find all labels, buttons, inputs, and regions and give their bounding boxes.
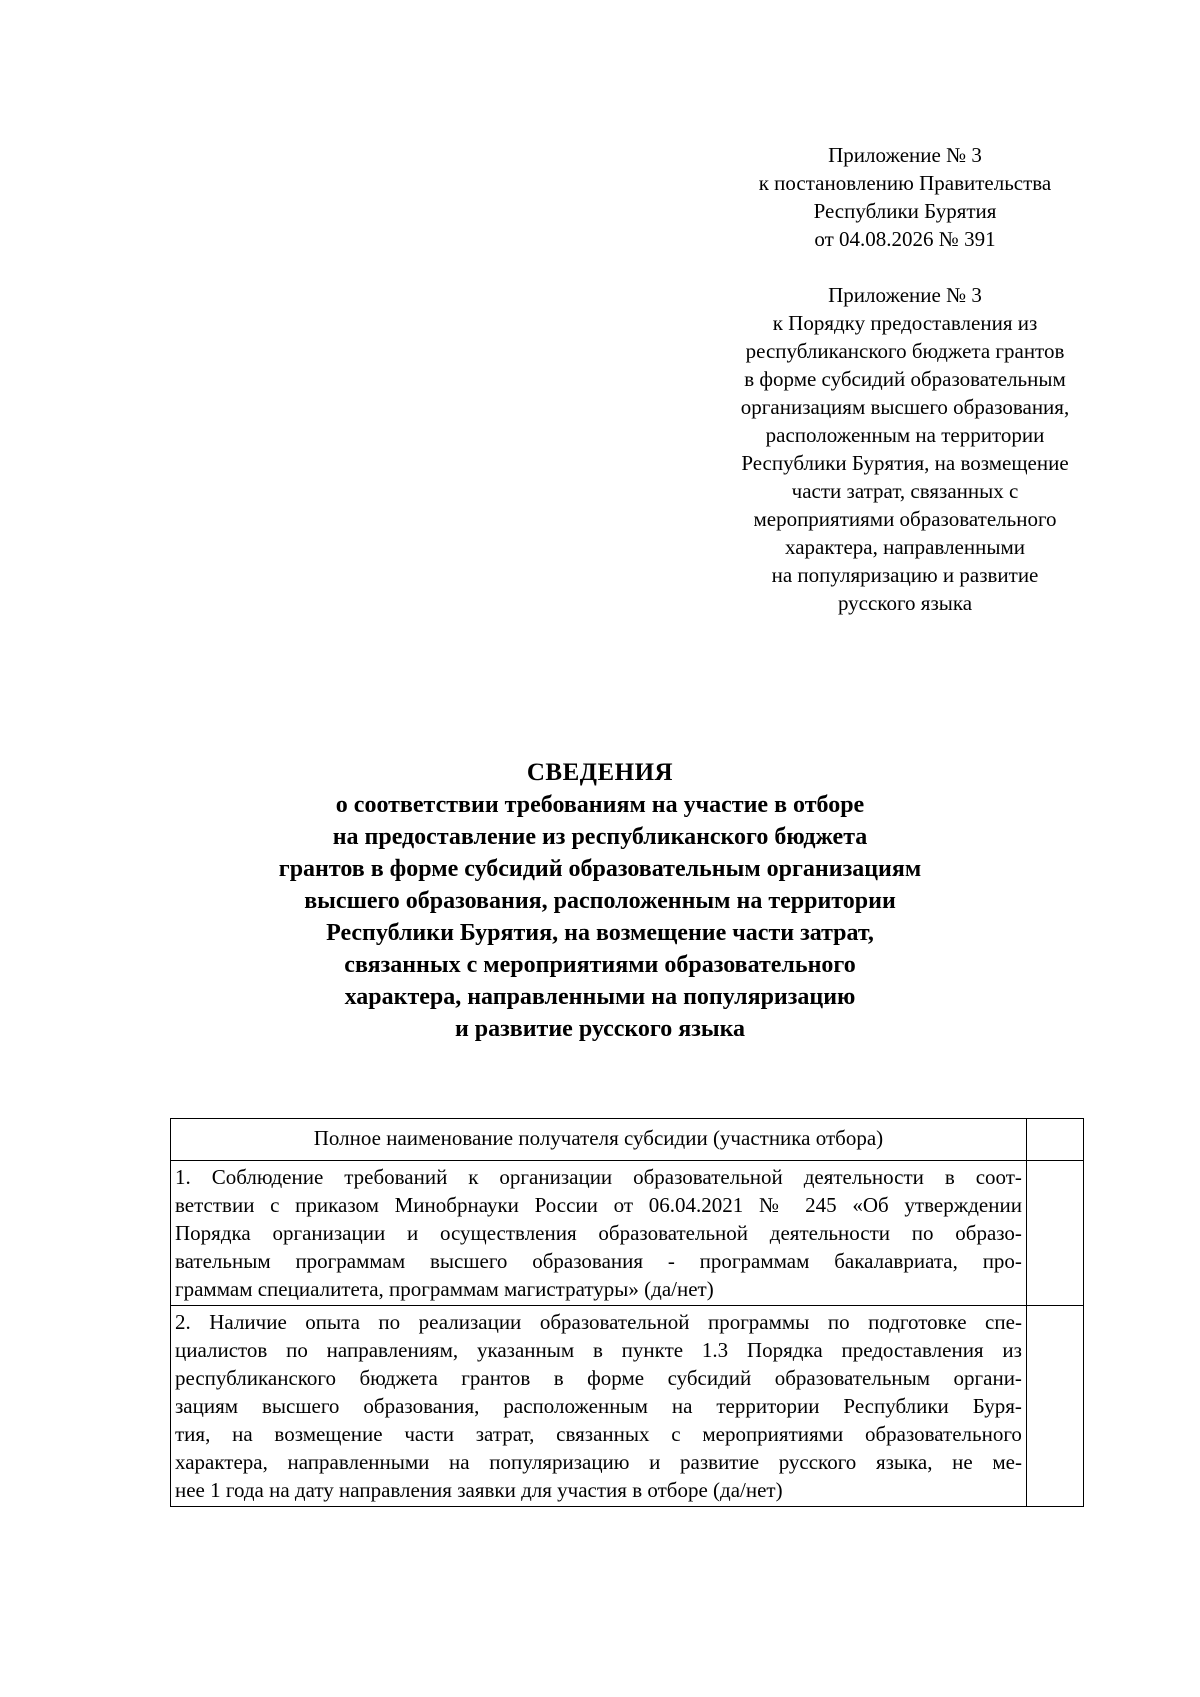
- appendix-line: Республики Бурятия: [813, 199, 997, 223]
- appendix-line: к постановлению Правительства: [758, 171, 1052, 195]
- appendix-line: организациям высшего образования,: [740, 395, 1070, 419]
- appendix-line: мероприятиями образовательного: [753, 507, 1057, 531]
- text-line: 2. Наличие опыта по реализации образовательной программы по подготовке спе-: [175, 1310, 1022, 1334]
- appendix-line: на популяризацию и развитие: [771, 563, 1039, 587]
- requirement-2-answer[interactable]: [1026, 1306, 1083, 1507]
- text-line: ветствии с приказом Минобрнауки России от 06.04.2021 № 245 «Об утверждении: [175, 1193, 1022, 1217]
- requirements-table: [170, 1118, 1084, 1507]
- appendix-line: расположенным на территории: [765, 423, 1045, 447]
- title-line: грантов в форме субсидий образовательным организациям: [278, 856, 922, 882]
- appendix-line: характера, направленными: [784, 535, 1025, 559]
- text-line: тия, на возмещение части затрат, связанных с мероприятиями образовательного: [175, 1422, 1022, 1446]
- appendix-government-decree: [640, 141, 1170, 253]
- appendix-line: в форме субсидий образовательным: [744, 367, 1066, 391]
- title-line: связанных с мероприятиями образовательного: [344, 952, 856, 978]
- title-line: и развитие русского языка: [454, 1016, 746, 1042]
- recipient-name-label: Полное наименование получателя субсидии (участника отбора): [171, 1119, 1027, 1161]
- title-line: Республики Бурятия, на возмещение части затрат,: [326, 920, 874, 946]
- appendix-line: Приложение № 3: [828, 143, 982, 167]
- text-line: характера, направленными на популяризацию и развитие русского языка, не ме-: [175, 1450, 1022, 1474]
- text-line: зациям высшего образования, расположенным на территории Республики Буря-: [175, 1394, 1022, 1418]
- requirement-1-answer[interactable]: [1026, 1161, 1083, 1306]
- text-line: вательным программам высшего образования - программам бакалавриата, про-: [175, 1249, 1022, 1273]
- table-row: [171, 1161, 1084, 1306]
- appendix-line: Республики Бурятия, на возмещение: [741, 451, 1069, 475]
- table-header-row: [171, 1119, 1084, 1161]
- requirement-2-text: [171, 1306, 1027, 1507]
- appendix-line: части затрат, связанных с: [791, 479, 1019, 503]
- text-line: 1. Соблюдение требований к организации образовательной деятельности в соот-: [175, 1165, 1022, 1189]
- table-row: [171, 1306, 1084, 1507]
- appendix-line: к Порядку предоставления из: [772, 311, 1038, 335]
- recipient-name-value[interactable]: [1026, 1119, 1083, 1161]
- title-heading: СВЕДЕНИЯ: [526, 759, 674, 786]
- requirement-1-text: [171, 1161, 1027, 1306]
- document-title: [150, 757, 1050, 1045]
- title-line: высшего образования, расположенным на территории: [304, 888, 896, 914]
- title-line: о соответствии требованиям на участие в отборе: [335, 792, 865, 818]
- text-line: Порядка организации и осуществления образовательной деятельности по образо-: [175, 1221, 1022, 1245]
- text-line: циалистов по направлениям, указанным в пункте 1.3 Порядка предоставления из: [175, 1338, 1022, 1362]
- appendix-line: республиканского бюджета грантов: [745, 339, 1065, 363]
- appendix-procedure: [640, 281, 1170, 617]
- title-line: характера, направленными на популяризацию: [344, 984, 856, 1010]
- appendix-line: Приложение № 3: [828, 283, 982, 307]
- text-line: республиканского бюджета грантов в форме субсидий образовательным органи-: [175, 1366, 1022, 1390]
- title-line: на предоставление из республиканского бюджета: [332, 824, 868, 850]
- appendix-line: от 04.08.2026 № 391: [814, 227, 996, 251]
- appendix-line: русского языка: [837, 591, 973, 615]
- text-line: граммам специалитета, программам магистратуры» (да/нет): [175, 1277, 714, 1301]
- text-line: нее 1 года на дату направления заявки для участия в отборе (да/нет): [175, 1478, 783, 1502]
